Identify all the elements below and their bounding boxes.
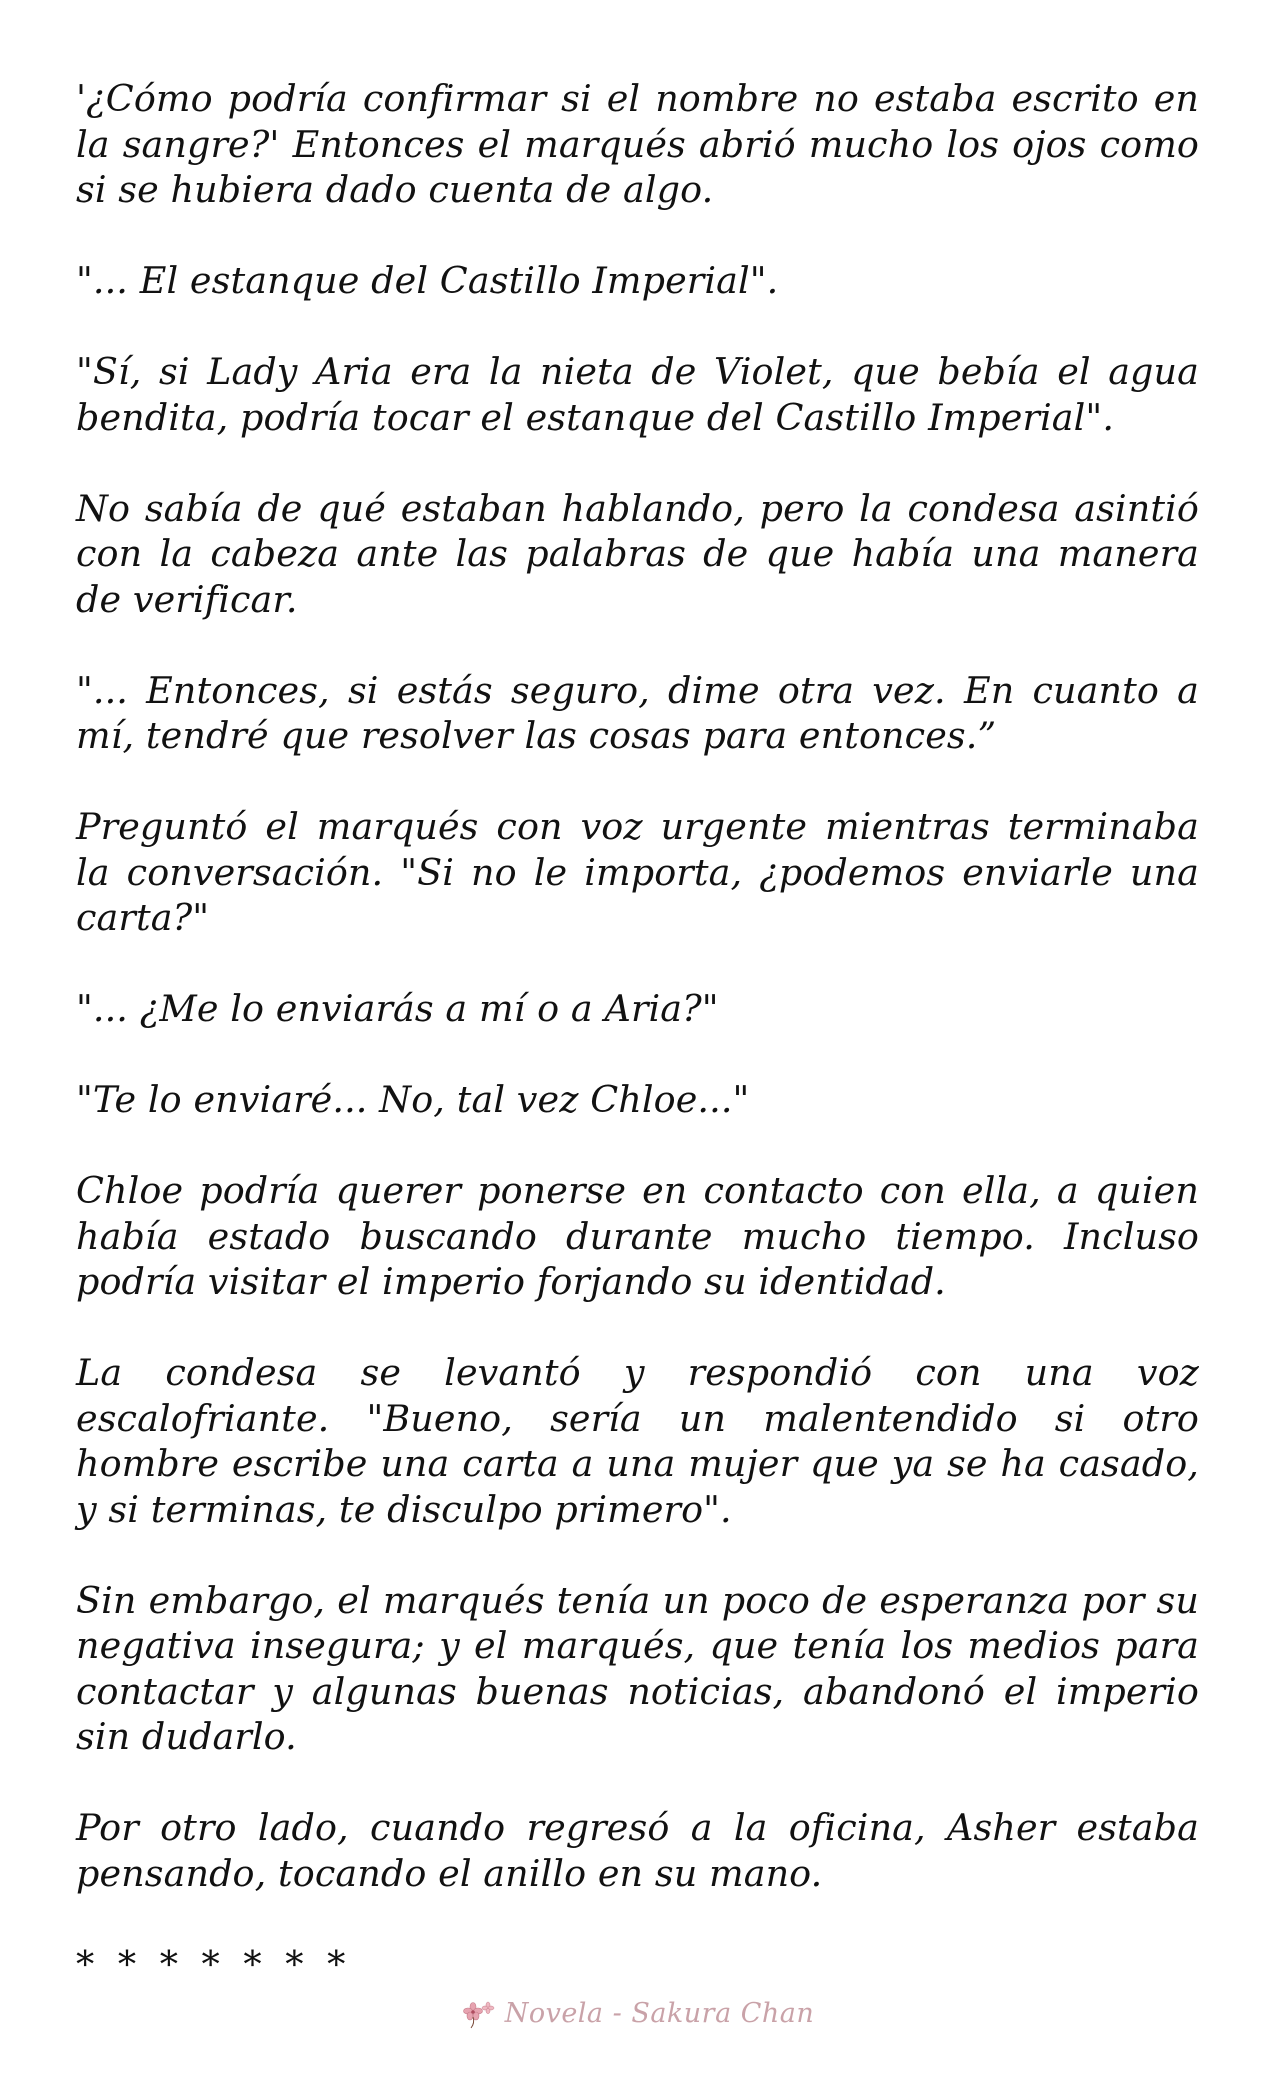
paragraph-11: Sin embargo, el marqués tenía un poco de esperanza por su negativa insegura; y el marqués, que tenía los medios para contactar y algunas buenas noticias, abandonó el imperio sin dudarlo.: [76, 1578, 1199, 1758]
paragraph-9: Chloe podría querer ponerse en contacto con ella, a quien había estado buscando durante mucho tiempo. Incluso podría visitar el imperio forjando su identidad.: [76, 1169, 1199, 1303]
paragraph-1: '¿Cómo podría confirmar si el nombre no estaba escrito en la sangre?' Entonces el marqués abrió mucho los ojos como si se hubiera dado cuenta de algo.: [76, 77, 1199, 211]
paragraph-6: Preguntó el marqués con voz urgente mientras terminaba la conversación. "Si no le importa, ¿podemos enviarle una carta?": [76, 805, 1199, 939]
paragraph-5: "... Entonces, si estás seguro, dime otra vez. En cuanto a mí, tendré que resolver las cosas para entonces.”: [76, 668, 1199, 757]
paragraph-3: "Sí, si Lady Aria era la nieta de Violet, que bebía el agua bendita, podría tocar el estanque del Castillo Imperial".: [76, 350, 1199, 439]
paragraph-4: No sabía de qué estaban hablando, pero la condesa asintió con la cabeza ante las palabras de que había una manera de verificar.: [76, 486, 1199, 621]
paragraph-12: Por otro lado, cuando regresó a la oficina, Asher estaba pensando, tocando el anillo en su mano.: [76, 1806, 1199, 1895]
paragraph-10: La condesa se levantó y respondió con una voz escalofriante. "Bueno, sería un malentendido si otro hombre escribe una carta a una mujer que ya se ha casado, y si terminas, te disculpo primero".: [76, 1351, 1199, 1531]
paragraph-8: "Te lo enviaré... No, tal vez Chloe...": [76, 1078, 750, 1121]
watermark-box: [453, 1992, 823, 2035]
paragraph-2: "... El estanque del Castillo Imperial".: [76, 259, 779, 302]
paragraph-7: "... ¿Me lo enviarás a mí o a Aria?": [76, 987, 719, 1030]
scene-separator: * * * * * * *: [76, 1942, 352, 1986]
watermark: [0, 1992, 1275, 2035]
cherry-blossom-icon: [461, 1999, 497, 2029]
watermark-text: Novela - Sakura Chan: [504, 1998, 815, 2029]
chapter-text: [76, 76, 1199, 1987]
